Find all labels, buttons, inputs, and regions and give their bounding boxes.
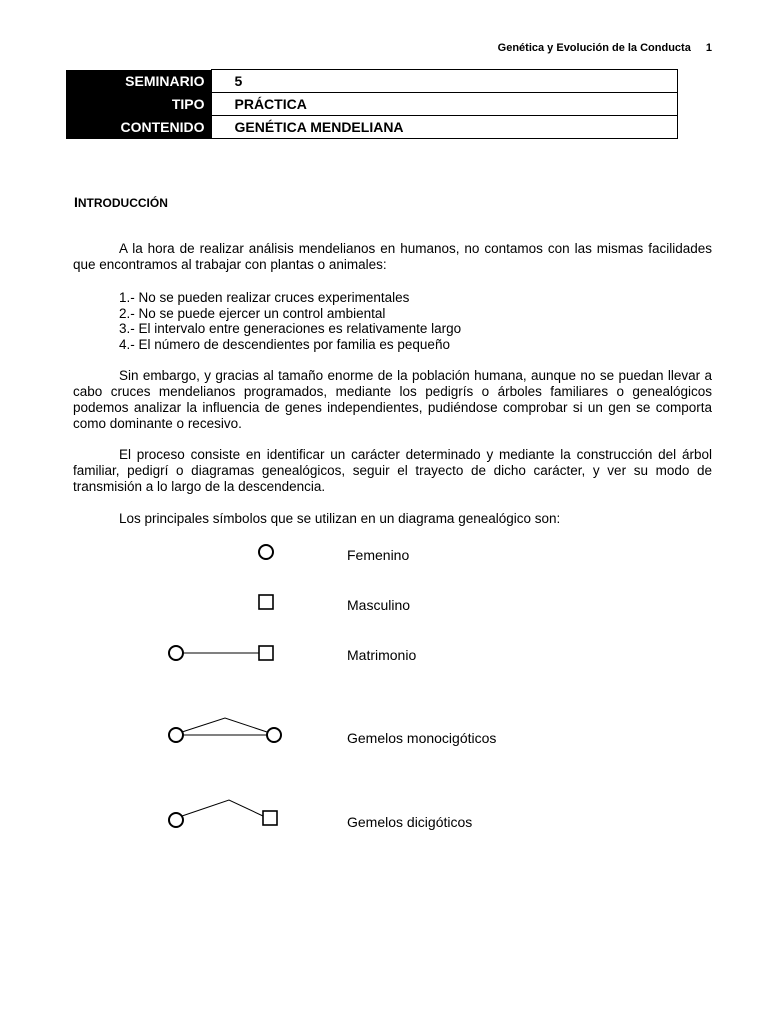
running-title: Genética y Evolución de la Conducta — [497, 42, 691, 54]
dizygotic-twins-icon — [169, 800, 277, 827]
list-item: 3.- El intervalo entre generaciones es relativamente largo — [119, 321, 462, 336]
pedigree-paragraph: Sin embargo, y gracias al tamaño enorme de la población humana, aunque no se puedan llevar a cabo cruces mendelianos programados, mediante los pedigrís o árboles familiares o genealógicos podemos analizar la influencia de genes independientes, pudiéndose comprobar si un gen se comporta como dominante o recesivo. — [73, 368, 712, 431]
list-item: 4.- El número de descendientes por familia es pequeño — [119, 336, 450, 352]
process-paragraph: El proceso consiste en identificar un carácter determinado y mediante la construcción del árbol familiar, pedigrí o diagramas genealógicos, seguir el trayecto de dicho carácter, y ver su modo de transmisión a lo largo de la descendencia. — [73, 447, 712, 494]
section-title: INTRODUCCIÓN — [74, 194, 168, 210]
male-square-icon — [259, 595, 273, 609]
female-label: Femenino — [347, 547, 410, 563]
monozygotic-twins-icon — [169, 718, 281, 742]
monozygotic-twins-label: Gemelos monocigóticos — [347, 730, 497, 746]
type-label: TIPO — [66, 93, 211, 116]
male-label: Masculino — [347, 597, 411, 613]
seminar-label: SEMINARIO — [66, 70, 211, 93]
intro-paragraph: A la hora de realizar análisis mendelianos en humanos, no contamos con las mismas facilidades que encontramos al trabajar con plantas o animales: — [73, 241, 712, 272]
content-label: CONTENIDO — [66, 116, 211, 139]
seminar-value: 5 — [211, 70, 678, 93]
list-item: 1.- No se pueden realizar cruces experimentales — [119, 290, 410, 305]
page-number: 1 — [705, 42, 712, 54]
marriage-line-icon — [169, 646, 273, 660]
dizygotic-twins-label: Gemelos dicigóticos — [347, 814, 473, 830]
type-value: PRÁCTICA — [211, 93, 678, 116]
female-circle-icon — [259, 545, 273, 559]
list-item: 2.- No se puede ejercer un control ambiental — [119, 305, 386, 321]
symbols-intro-paragraph: Los principales símbolos que se utilizan en un diagrama genealógico son: — [119, 511, 561, 526]
content-value: GENÉTICA MENDELIANA — [211, 116, 678, 139]
marriage-label: Matrimonio — [347, 647, 417, 663]
